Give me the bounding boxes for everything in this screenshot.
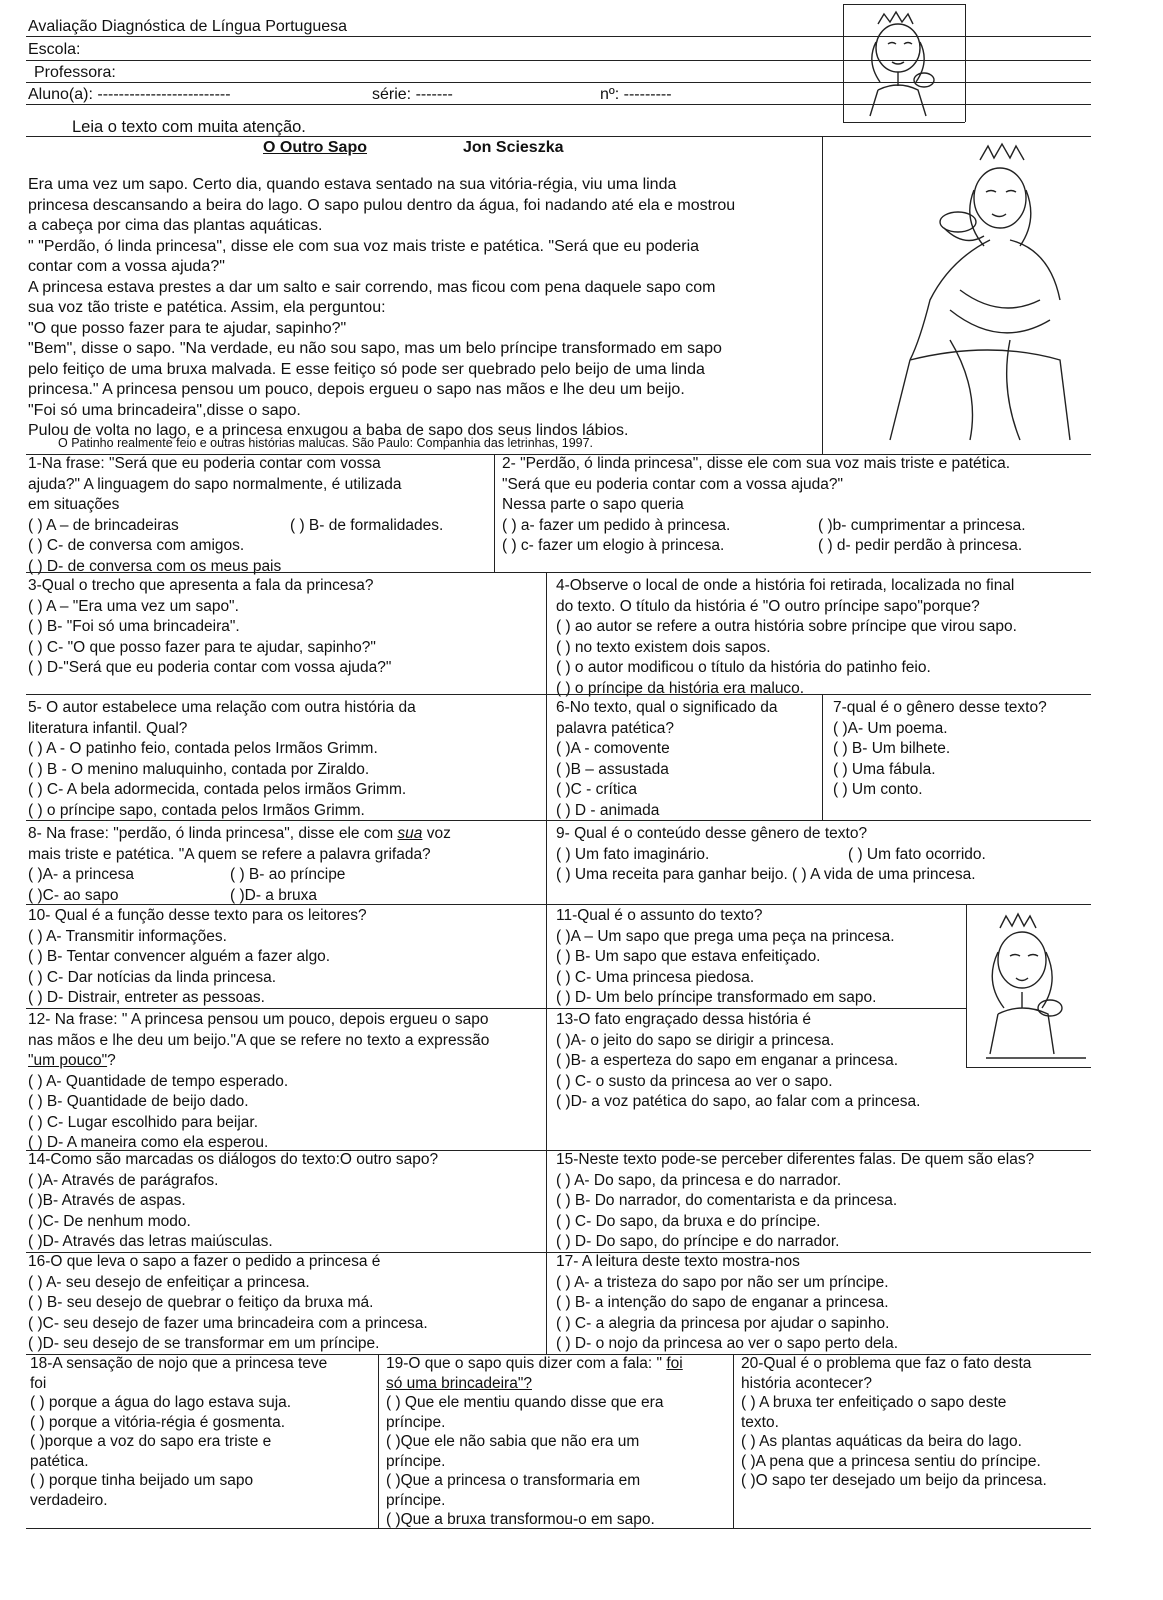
q16-option-a[interactable]: ( ) A- seu desejo de enfeitiçar a princesa. [28, 1273, 310, 1291]
header-title: Avaliação Diagnóstica de Língua Portuguesa [28, 18, 348, 35]
question-3: 3-Qual o trecho que apresenta a fala da princesa? ( ) A – "Era uma vez um sapo". ( ) B- "Foi só uma brincadeira". ( ) C- "O que posso fazer para te ajudar, sapinho?" ( ) D-"Será que eu poderia contar com vossa ajuda?" [28, 576, 543, 679]
q4-option-1[interactable]: ( ) ao autor se refere a outra história sobre príncipe que virou sapo. [556, 618, 1017, 635]
q3-option-b[interactable]: ( ) B- "Foi só uma brincadeira". [28, 618, 240, 635]
q10-option-c[interactable]: ( ) C- Dar notícias da linda princesa. [28, 968, 277, 986]
q15-option-c[interactable]: ( ) C- Do sapo, da bruxa e do príncipe. [556, 1212, 821, 1230]
q18-option-4[interactable]: ( ) porque tinha beijado um sapo [30, 1472, 254, 1489]
teacher-field[interactable]: Professora: [34, 64, 116, 81]
question-18: 18-A sensação de nojo que a princesa teve foi ( ) porque a água do lago estava suja. ( ) porque a vitória-régia é gosmenta. ( )porque a voz do sapo era triste e patética. ( ) porque tinha beijado um sapo verdadeiro. [30, 1354, 374, 1510]
question-6: 6-No texto, qual o significado da palavra patética? ( )A - comovente ( )B – assustada ( )C - crítica ( ) D - animada [556, 698, 820, 821]
q17-option-a[interactable]: ( ) A- a tristeza do sapo por não ser um príncipe. [556, 1273, 889, 1291]
q9-option-1[interactable]: ( ) Um fato imaginário. [556, 845, 710, 863]
story-source: O Patinho realmente feio e outras histórias malucas. São Paulo: Companhia das letrinhas, 1997. [58, 436, 594, 450]
q14-option-b[interactable]: ( )B- Através de aspas. [28, 1192, 186, 1209]
q18-option-3[interactable]: ( )porque a voz do sapo era triste e [30, 1433, 272, 1450]
q1-option-b[interactable]: ( ) B- de formalidades. [290, 516, 444, 534]
question-16: 16-O que leva o sapo a fazer o pedido a princesa é ( ) A- seu desejo de enfeitiçar a princesa. ( ) B- seu desejo de quebrar o feitiço da bruxa má. ( )C- seu desejo de fazer uma brincadeira com a princesa. ( )D- seu desejo de se transformar em um príncipe. [28, 1252, 543, 1355]
q5-option-b[interactable]: ( ) B - O menino maluquinho, contada por Ziraldo. [28, 760, 370, 778]
q6-option-c[interactable]: ( )C - crítica [556, 781, 637, 798]
q7-option-c[interactable]: ( ) Uma fábula. [833, 760, 936, 778]
q19-option-3[interactable]: ( )Que a princesa o transformaria em [386, 1472, 641, 1489]
princess-illustration-large [840, 140, 1085, 450]
q17-option-c[interactable]: ( ) C- a alegria da princesa por ajudar o sapinho. [556, 1314, 890, 1332]
q20-option-3[interactable]: ( )A pena que a princesa sentiu do príncipe. [741, 1452, 1041, 1470]
q9-option-3[interactable]: ( ) Uma receita para ganhar beijo. ( ) A vida de uma princesa. [556, 866, 976, 883]
q10-option-d[interactable]: ( ) D- Distrair, entreter as pessoas. [28, 989, 265, 1006]
q1-option-d[interactable]: ( ) D- de conversa com os meus pais [28, 557, 282, 575]
q15-option-b[interactable]: ( ) B- Do narrador, do comentarista e da princesa. [556, 1192, 898, 1209]
q9-option-2[interactable]: ( ) Um fato ocorrido. [848, 845, 986, 863]
q13-option-c[interactable]: ( ) C- o susto da princesa ao ver o sapo. [556, 1072, 833, 1090]
q5-option-d[interactable]: ( ) o príncipe sapo, contada pelos Irmãos Grimm. [28, 801, 365, 819]
q19-option-4[interactable]: ( )Que a bruxa transformou-o em sapo. [386, 1511, 655, 1528]
question-2: 2- "Perdão, ó linda princesa", disse ele com sua voz mais triste e patética. "Será que eu poderia contar com a vossa ajuda?" Nessa parte o sapo queria ( ) a- fazer um pedido à princesa. ( )b- cumprimentar a princesa. ( ) c- fazer um elogio à princesa. ( ) d- pedir perdão à princesa. [502, 454, 1092, 557]
q2-option-d[interactable]: ( ) d- pedir perdão à princesa. [818, 537, 1023, 554]
school-field[interactable]: Escola: [28, 41, 81, 58]
q19-option-1[interactable]: ( ) Que ele mentiu quando disse que era [386, 1394, 664, 1411]
question-4: 4-Observe o local de onde a história foi retirada, localizada no final do texto. O título da história é "O outro príncipe sapo"porque? ( ) ao autor se refere a outra história sobre príncipe que virou sapo. ( ) no texto existem dois sapos. ( ) o autor modificou o título da história do patinho feio. ( ) o príncipe da história era maluco. [556, 576, 1091, 699]
q7-option-d[interactable]: ( ) Um conto. [833, 781, 923, 798]
question-20: 20-Qual é o problema que faz o fato desta história acontecer? ( ) A bruxa ter enfeitiçado o sapo deste texto. ( ) As plantas aquáticas da beira do lago. ( )A pena que a princesa sentiu do príncipe. ( )O sapo ter desejado um beijo da princesa. [741, 1354, 1093, 1491]
q11-option-b[interactable]: ( ) B- Um sapo que estava enfeitiçado. [556, 948, 821, 965]
number-field[interactable]: nº: --------- [600, 86, 672, 103]
q14-option-a[interactable]: ( )A- Através de parágrafos. [28, 1171, 219, 1189]
q20-option-4[interactable]: ( )O sapo ter desejado um beijo da princesa. [741, 1472, 1047, 1489]
q20-option-2[interactable]: ( ) As plantas aquáticas da beira do lago. [741, 1433, 1022, 1450]
q12-option-c[interactable]: ( ) C- Lugar escolhido para beijar. [28, 1113, 259, 1131]
q11-option-a[interactable]: ( )A – Um sapo que prega uma peça na princesa. [556, 927, 895, 945]
question-11: 11-Qual é o assunto do texto? ( )A – Um sapo que prega uma peça na princesa. ( ) B- Um sapo que estava enfeitiçado. ( ) C- Uma princesa piedosa. ( ) D- Um belo príncipe transformado em sapo. [556, 906, 966, 1009]
q3-option-a[interactable]: ( ) A – "Era uma vez um sapo". [28, 597, 239, 615]
q12-highlighted-expression: "um pouco" [28, 1052, 108, 1069]
q16-option-d[interactable]: ( )D- seu desejo de se transformar em um príncipe. [28, 1335, 380, 1352]
q8-option-a[interactable]: ( )A- a princesa [28, 866, 134, 883]
q11-option-c[interactable]: ( ) C- Uma princesa piedosa. [556, 968, 755, 986]
q15-option-d[interactable]: ( ) D- Do sapo, do príncipe e do narrador. [556, 1233, 840, 1250]
q2-option-c[interactable]: ( ) c- fazer um elogio à princesa. [502, 537, 725, 554]
q8-highlighted-word: sua [397, 825, 423, 842]
q11-option-d[interactable]: ( ) D- Um belo príncipe transformado em sapo. [556, 989, 877, 1006]
story-title: O Outro Sapo [263, 139, 367, 156]
princess-illustration-small [848, 6, 960, 118]
q13-option-d[interactable]: ( )D- a voz patética do sapo, ao falar com a princesa. [556, 1093, 921, 1110]
instruction-text: Leia o texto com muita atenção. [72, 118, 306, 136]
question-13: 13-O fato engraçado dessa história é ( )A- o jeito do sapo se dirigir a princesa. ( )B- a esperteza do sapo em enganar a princesa. ( ) C- o susto da princesa ao ver o sapo. ( )D- a voz patética do sapo, ao falar com a princesa. [556, 1010, 1091, 1113]
question-12: 12- Na frase: " A princesa pensou um pouco, depois ergueu o sapo nas mãos e lhe deu um beijo."A que se refere no texto a expressão "um pouco"? ( ) A- Quantidade de tempo esperado. ( ) B- Quantidade de beijo dado. ( ) C- Lugar escolhido para beijar. ( ) D- A maneira como ela esperou. [28, 1010, 543, 1154]
question-9: 9- Qual é o conteúdo desse gênero de texto? ( ) Um fato imaginário. ( ) Um fato ocorrido. ( ) Uma receita para ganhar beijo. ( ) A vida de uma princesa. [556, 824, 1091, 886]
story-author: Jon Scieszka [463, 139, 564, 156]
q13-option-a[interactable]: ( )A- o jeito do sapo se dirigir a princesa. [556, 1031, 835, 1049]
q2-option-a[interactable]: ( ) a- fazer um pedido à princesa. [502, 516, 731, 534]
q5-option-c[interactable]: ( ) C- A bela adormecida, contada pelos irmãos Grimm. [28, 781, 407, 798]
q7-option-b[interactable]: ( ) B- Um bilhete. [833, 740, 951, 757]
q8-option-c[interactable]: ( )C- ao sapo [28, 886, 119, 904]
q3-option-c[interactable]: ( ) C- "O que posso fazer para te ajudar, sapinho?" [28, 638, 376, 656]
question-10: 10- Qual é a função desse texto para os leitores? ( ) A- Transmitir informações. ( ) B- Tentar convencer alguém a fazer algo. ( ) C- Dar notícias da linda princesa. ( ) D- Distrair, entreter as pessoas. [28, 906, 543, 1009]
q17-option-d[interactable]: ( ) D- o nojo da princesa ao ver o sapo perto dela. [556, 1335, 899, 1352]
question-8: 8- Na frase: "perdão, ó linda princesa", disse ele com sua voz mais triste e patética. "A quem se refere a palavra grifada? ( )A- a princesa ( ) B- ao príncipe ( )C- ao sapo ( )D- a bruxa [28, 824, 543, 906]
student-field[interactable]: Aluno(a): ------------------------- [28, 86, 231, 103]
q14-option-c[interactable]: ( )C- De nenhum modo. [28, 1212, 191, 1230]
question-15: 15-Neste texto pode-se perceber diferentes falas. De quem são elas? ( ) A- Do sapo, da princesa e do narrador. ( ) B- Do narrador, do comentarista e da princesa. ( ) C- Do sapo, da bruxa e do príncipe. ( ) D- Do sapo, do príncipe e do narrador. [556, 1150, 1091, 1253]
question-1: 1-Na frase: "Será que eu poderia contar com vossa ajuda?" A linguagem do sapo normalmente, é utilizada em situações ( ) A – de brincadeiras ( ) B- de formalidades. ( ) C- de conversa com amigos. ( ) D- de conversa com os meus pais [28, 454, 492, 577]
question-7: 7-qual é o gênero desse texto? ( )A- Um poema. ( ) B- Um bilhete. ( ) Uma fábula. ( ) Um conto. [833, 698, 1091, 801]
q8-option-d[interactable]: ( )D- a bruxa [230, 886, 317, 904]
q4-option-4[interactable]: ( ) o príncipe da história era maluco. [556, 679, 805, 697]
q18-option-1[interactable]: ( ) porque a água do lago estava suja. [30, 1394, 292, 1411]
q4-option-3[interactable]: ( ) o autor modificou o título da história do patinho feio. [556, 659, 931, 676]
q1-option-a[interactable]: ( ) A – de brincadeiras [28, 516, 179, 534]
story-text: Era uma vez um sapo. Certo dia, quando estava sentado na sua vitória-régia, viu uma linda princesa descansando a beira do lago. O sapo pulou dentro da água, foi nadando até ela e mostrou a cabeça por cima das plantas aquáticas. " "Perdão, ó linda princesa", disse ele com sua voz mais triste e patética. "Será que eu poderia contar com a vossa ajuda?" A princesa estava prestes a dar um salto e sair correndo, mas ficou com pena daquele sapo com sua voz tão triste e patética. Assim, ela perguntou: "O que posso fazer para te ajudar, sapinho?" "Bem", disse o sapo. "Na verdade, eu não sou sapo, mas um belo príncipe transformado em sapo pelo feitiço de uma bruxa malvada. E esse feitiço só pode ser quebrado pelo beijo de uma linda princesa." A princesa pensou um pouco, depois ergueu o sapo nas mãos e lhe deu um beijo. "Foi só uma brincadeira",disse o sapo. Pulou de volta no lago, e a princesa enxugou a baba de sapo dos seus lindos lábios. [28, 176, 736, 439]
q6-option-b[interactable]: ( )B – assustada [556, 760, 669, 778]
q17-option-b[interactable]: ( ) B- a intenção do sapo de enganar a princesa. [556, 1294, 889, 1311]
q12-option-d[interactable]: ( ) D- A maneira como ela esperou. [28, 1134, 269, 1151]
q10-option-a[interactable]: ( ) A- Transmitir informações. [28, 927, 227, 945]
q16-option-c[interactable]: ( )C- seu desejo de fazer uma brincadeira com a princesa. [28, 1314, 428, 1332]
q8-option-b[interactable]: ( ) B- ao príncipe [230, 866, 346, 883]
q14-option-d[interactable]: ( )D- Através das letras maiúsculas. [28, 1233, 273, 1250]
q15-option-a[interactable]: ( ) A- Do sapo, da princesa e do narrador. [556, 1171, 842, 1189]
question-17: 17- A leitura deste texto mostra-nos ( ) A- a tristeza do sapo por não ser um príncipe. ( ) B- a intenção do sapo de enganar a princesa. ( ) C- a alegria da princesa por ajudar o sapinho. ( ) D- o nojo da princesa ao ver o sapo perto dela. [556, 1252, 1091, 1355]
q13-option-b[interactable]: ( )B- a esperteza do sapo em enganar a princesa. [556, 1052, 899, 1069]
q6-option-d[interactable]: ( ) D - animada [556, 801, 660, 819]
q12-option-a[interactable]: ( ) A- Quantidade de tempo esperado. [28, 1072, 289, 1090]
q4-option-2[interactable]: ( ) no texto existem dois sapos. [556, 638, 771, 656]
question-14: 14-Como são marcadas os diálogos do texto:O outro sapo? ( )A- Através de parágrafos. ( )B- Através de aspas. ( )C- De nenhum modo. ( )D- Através das letras maiúsculas. [28, 1150, 543, 1253]
question-19: 19-O que o sapo quis dizer com a fala: " foi só uma brincadeira"? ( ) Que ele mentiu quando disse que era príncipe. ( )Que ele não sabia que não era um príncipe. ( )Que a princesa o transformaria em príncipe. ( )Que a bruxa transformou-o em sapo. [386, 1354, 731, 1530]
q2-option-b[interactable]: ( )b- cumprimentar a princesa. [818, 516, 1026, 534]
q5-option-a[interactable]: ( ) A - O patinho feio, contada pelos Irmãos Grimm. [28, 740, 378, 757]
q3-option-d[interactable]: ( ) D-"Será que eu poderia contar com vossa ajuda?" [28, 659, 392, 676]
q6-option-a[interactable]: ( )A - comovente [556, 740, 670, 757]
q1-option-c[interactable]: ( ) C- de conversa com amigos. [28, 537, 245, 554]
q19-option-2[interactable]: ( )Que ele não sabia que não era um [386, 1433, 640, 1450]
q16-option-b[interactable]: ( ) B- seu desejo de quebrar o feitiço da bruxa má. [28, 1294, 374, 1311]
q18-option-2[interactable]: ( ) porque a vitória-régia é gosmenta. [30, 1413, 286, 1431]
q10-option-b[interactable]: ( ) B- Tentar convencer alguém a fazer algo. [28, 948, 331, 965]
q20-option-1[interactable]: ( ) A bruxa ter enfeitiçado o sapo deste [741, 1394, 1007, 1411]
question-5: 5- O autor estabelece uma relação com outra história da literatura infantil. Qual? ( ) A - O patinho feio, contada pelos Irmãos Grimm. ( ) B - O menino maluquinho, contada por Ziraldo. ( ) C- A bela adormecida, contada pelos irmãos Grimm. ( ) o príncipe sapo, contada pelos Irmãos Grimm. [28, 698, 543, 821]
grade-field[interactable]: série: ------- [372, 86, 453, 103]
q7-option-a[interactable]: ( )A- Um poema. [833, 719, 948, 737]
q12-option-b[interactable]: ( ) B- Quantidade de beijo dado. [28, 1093, 249, 1110]
